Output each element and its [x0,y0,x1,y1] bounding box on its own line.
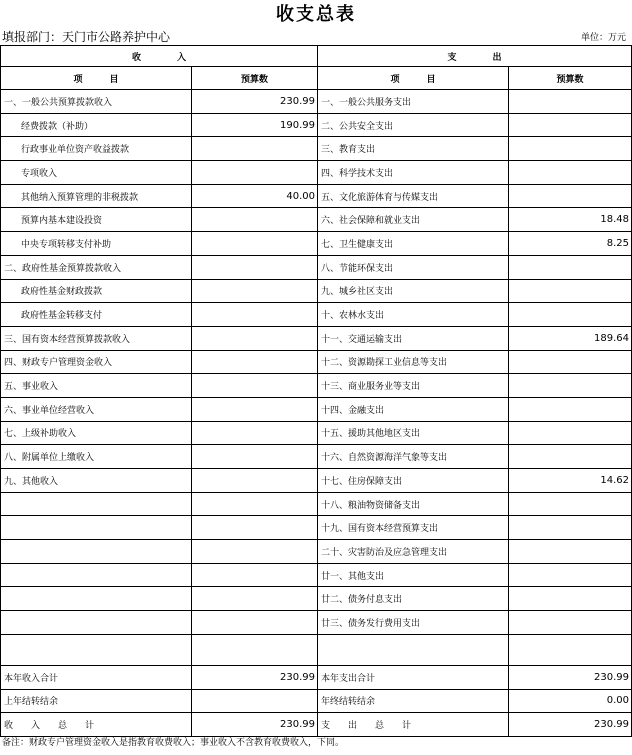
expense-item-cell: 二十、灾害防治及应急管理支出 [318,540,509,564]
expense-item-cell: 十三、商业服务业等支出 [318,374,509,398]
table-row [1,665,632,689]
income-item-cell: 经费拨款（补助） [1,113,192,137]
expense-item-cell: 九、城乡社区支出 [318,279,509,303]
income-value-cell [192,397,318,421]
expense-item-cell: 支 出 总 计 [318,713,509,737]
income-value-cell [192,611,318,635]
expense-item-cell: 十五、援助其他地区支出 [318,421,509,445]
income-value-cell [192,516,318,540]
expense-value-cell [509,587,632,611]
table-row [1,445,632,469]
table-row [1,540,632,564]
income-item-cell: 三、国有资本经营预算拨款收入 [1,326,192,350]
expense-item-cell: 十二、资源勘探工业信息等支出 [318,350,509,374]
expense-budget-header: 预算数 [509,67,632,90]
income-item-cell: 政府性基金转移支付 [1,303,192,327]
expense-item-cell: 十一、交通运输支出 [318,326,509,350]
table-row [1,232,632,256]
page-title: 收支总表 [276,4,356,25]
expense-value-cell [509,445,632,469]
income-item-cell: 中央专项转移支付补助 [1,232,192,256]
income-item-cell: 六、事业单位经营收入 [1,397,192,421]
income-item-cell [1,563,192,587]
income-item-header: 项 目 [1,67,192,90]
expense-value-cell [509,90,632,114]
income-item-cell [1,611,192,635]
income-value-cell [192,689,318,713]
income-value-cell [192,161,318,185]
income-item-cell: 八、附属单位上缴收入 [1,445,192,469]
expense-value-cell [509,516,632,540]
income-value-cell [192,469,318,493]
expense-value-cell [509,161,632,185]
section-header-row [1,46,632,67]
income-header: 收 入 [1,46,318,67]
expense-item-cell [318,634,509,665]
expense-item-cell: 廿一、其他支出 [318,563,509,587]
expense-value-cell: 8.25 [509,232,632,256]
income-value-cell [192,492,318,516]
expense-item-cell: 八、节能环保支出 [318,255,509,279]
income-value-cell [192,255,318,279]
expense-item-cell: 十八、粮油物资储备支出 [318,492,509,516]
income-value-cell [192,303,318,327]
expense-item-cell: 二、公共安全支出 [318,113,509,137]
income-item-cell: 政府性基金财政拨款 [1,279,192,303]
income-item-cell: 一、一般公共预算拨款收入 [1,90,192,114]
unit-label: 单位：万元 [580,33,626,43]
income-value-cell [192,445,318,469]
expense-value-cell [509,611,632,635]
income-value-cell [192,208,318,232]
expense-item-cell: 廿三、债务发行费用支出 [318,611,509,635]
table-row [1,113,632,137]
table-row [1,563,632,587]
table-row [1,469,632,493]
expense-value-cell [509,137,632,161]
table-row [1,516,632,540]
expense-item-cell: 一、一般公共服务支出 [318,90,509,114]
table-row [1,161,632,185]
expense-item-cell: 六、社会保障和就业支出 [318,208,509,232]
income-value-cell [192,587,318,611]
income-value-cell [192,232,318,256]
expense-item-cell: 十六、自然资源海洋气象等支出 [318,445,509,469]
expense-item-cell: 三、教育支出 [318,137,509,161]
expense-value-cell: 18.48 [509,208,632,232]
income-item-cell: 收 入 总 计 [1,713,192,737]
income-budget-header: 预算数 [192,67,318,90]
income-value-cell [192,326,318,350]
expense-value-cell [509,492,632,516]
income-item-cell: 上年结转结余 [1,689,192,713]
budget-table [0,45,632,737]
table-row [1,208,632,232]
table-row [1,184,632,208]
column-header-row [1,67,632,90]
expense-value-cell: 230.99 [509,665,632,689]
expense-value-cell: 14.62 [509,469,632,493]
table-row [1,421,632,445]
expense-value-cell: 230.99 [509,713,632,737]
income-item-cell: 本年收入合计 [1,665,192,689]
income-value-cell: 190.99 [192,113,318,137]
expense-value-cell [509,350,632,374]
table-row [1,587,632,611]
income-item-cell: 七、上级补助收入 [1,421,192,445]
income-item-cell: 九、其他收入 [1,469,192,493]
table-row [1,326,632,350]
income-item-cell [1,634,192,665]
income-item-cell [1,587,192,611]
income-value-cell [192,374,318,398]
table-row [1,350,632,374]
income-value-cell [192,634,318,665]
income-value-cell [192,279,318,303]
expense-value-cell [509,374,632,398]
expense-value-cell [509,421,632,445]
income-item-cell [1,492,192,516]
income-value-cell: 230.99 [192,713,318,737]
income-value-cell: 230.99 [192,90,318,114]
expense-value-cell [509,184,632,208]
income-value-cell [192,350,318,374]
expense-value-cell [509,113,632,137]
income-item-cell: 预算内基本建设投资 [1,208,192,232]
expense-value-cell: 189.64 [509,326,632,350]
expense-value-cell [509,279,632,303]
department-label: 填报部门：天门市公路养护中心 [2,30,171,44]
expense-item-cell: 廿二、债务付息支出 [318,587,509,611]
income-value-cell: 40.00 [192,184,318,208]
table-row [1,634,632,665]
expense-item-header: 项 目 [318,67,509,90]
expense-value-cell [509,397,632,421]
income-item-cell: 四、财政专户管理资金收入 [1,350,192,374]
table-row [1,374,632,398]
table-row [1,137,632,161]
income-value-cell [192,540,318,564]
income-item-cell: 专项收入 [1,161,192,185]
income-item-cell: 其他纳入预算管理的非税拨款 [1,184,192,208]
table-row [1,713,632,737]
table-row [1,611,632,635]
expense-value-cell [509,634,632,665]
income-value-cell [192,563,318,587]
income-item-cell: 行政事业单位资产收益拨款 [1,137,192,161]
expense-item-cell: 七、卫生健康支出 [318,232,509,256]
expense-value-cell [509,540,632,564]
expense-value-cell [509,255,632,279]
income-value-cell [192,421,318,445]
footnote: 备注：财政专户管理资金收入是指教育收费收入；事业收入不含教育收费收入，下同。 [2,738,345,748]
expense-item-cell: 十七、住房保障支出 [318,469,509,493]
table-row [1,689,632,713]
table-row [1,255,632,279]
table-row [1,90,632,114]
income-value-cell: 230.99 [192,665,318,689]
income-item-cell [1,540,192,564]
expense-value-cell [509,563,632,587]
table-row [1,492,632,516]
expense-header: 支 出 [318,46,632,67]
expense-item-cell: 本年支出合计 [318,665,509,689]
table-row [1,303,632,327]
expense-value-cell: 0.00 [509,689,632,713]
expense-item-cell: 年终结转结余 [318,689,509,713]
expense-value-cell [509,303,632,327]
income-item-cell: 五、事业收入 [1,374,192,398]
table-row [1,279,632,303]
expense-item-cell: 四、科学技术支出 [318,161,509,185]
income-item-cell [1,516,192,540]
table-row [1,397,632,421]
expense-item-cell: 五、文化旅游体育与传媒支出 [318,184,509,208]
expense-item-cell: 十四、金融支出 [318,397,509,421]
expense-item-cell: 十九、国有资本经营预算支出 [318,516,509,540]
expense-item-cell: 十、农林水支出 [318,303,509,327]
income-value-cell [192,137,318,161]
income-item-cell: 二、政府性基金预算拨款收入 [1,255,192,279]
